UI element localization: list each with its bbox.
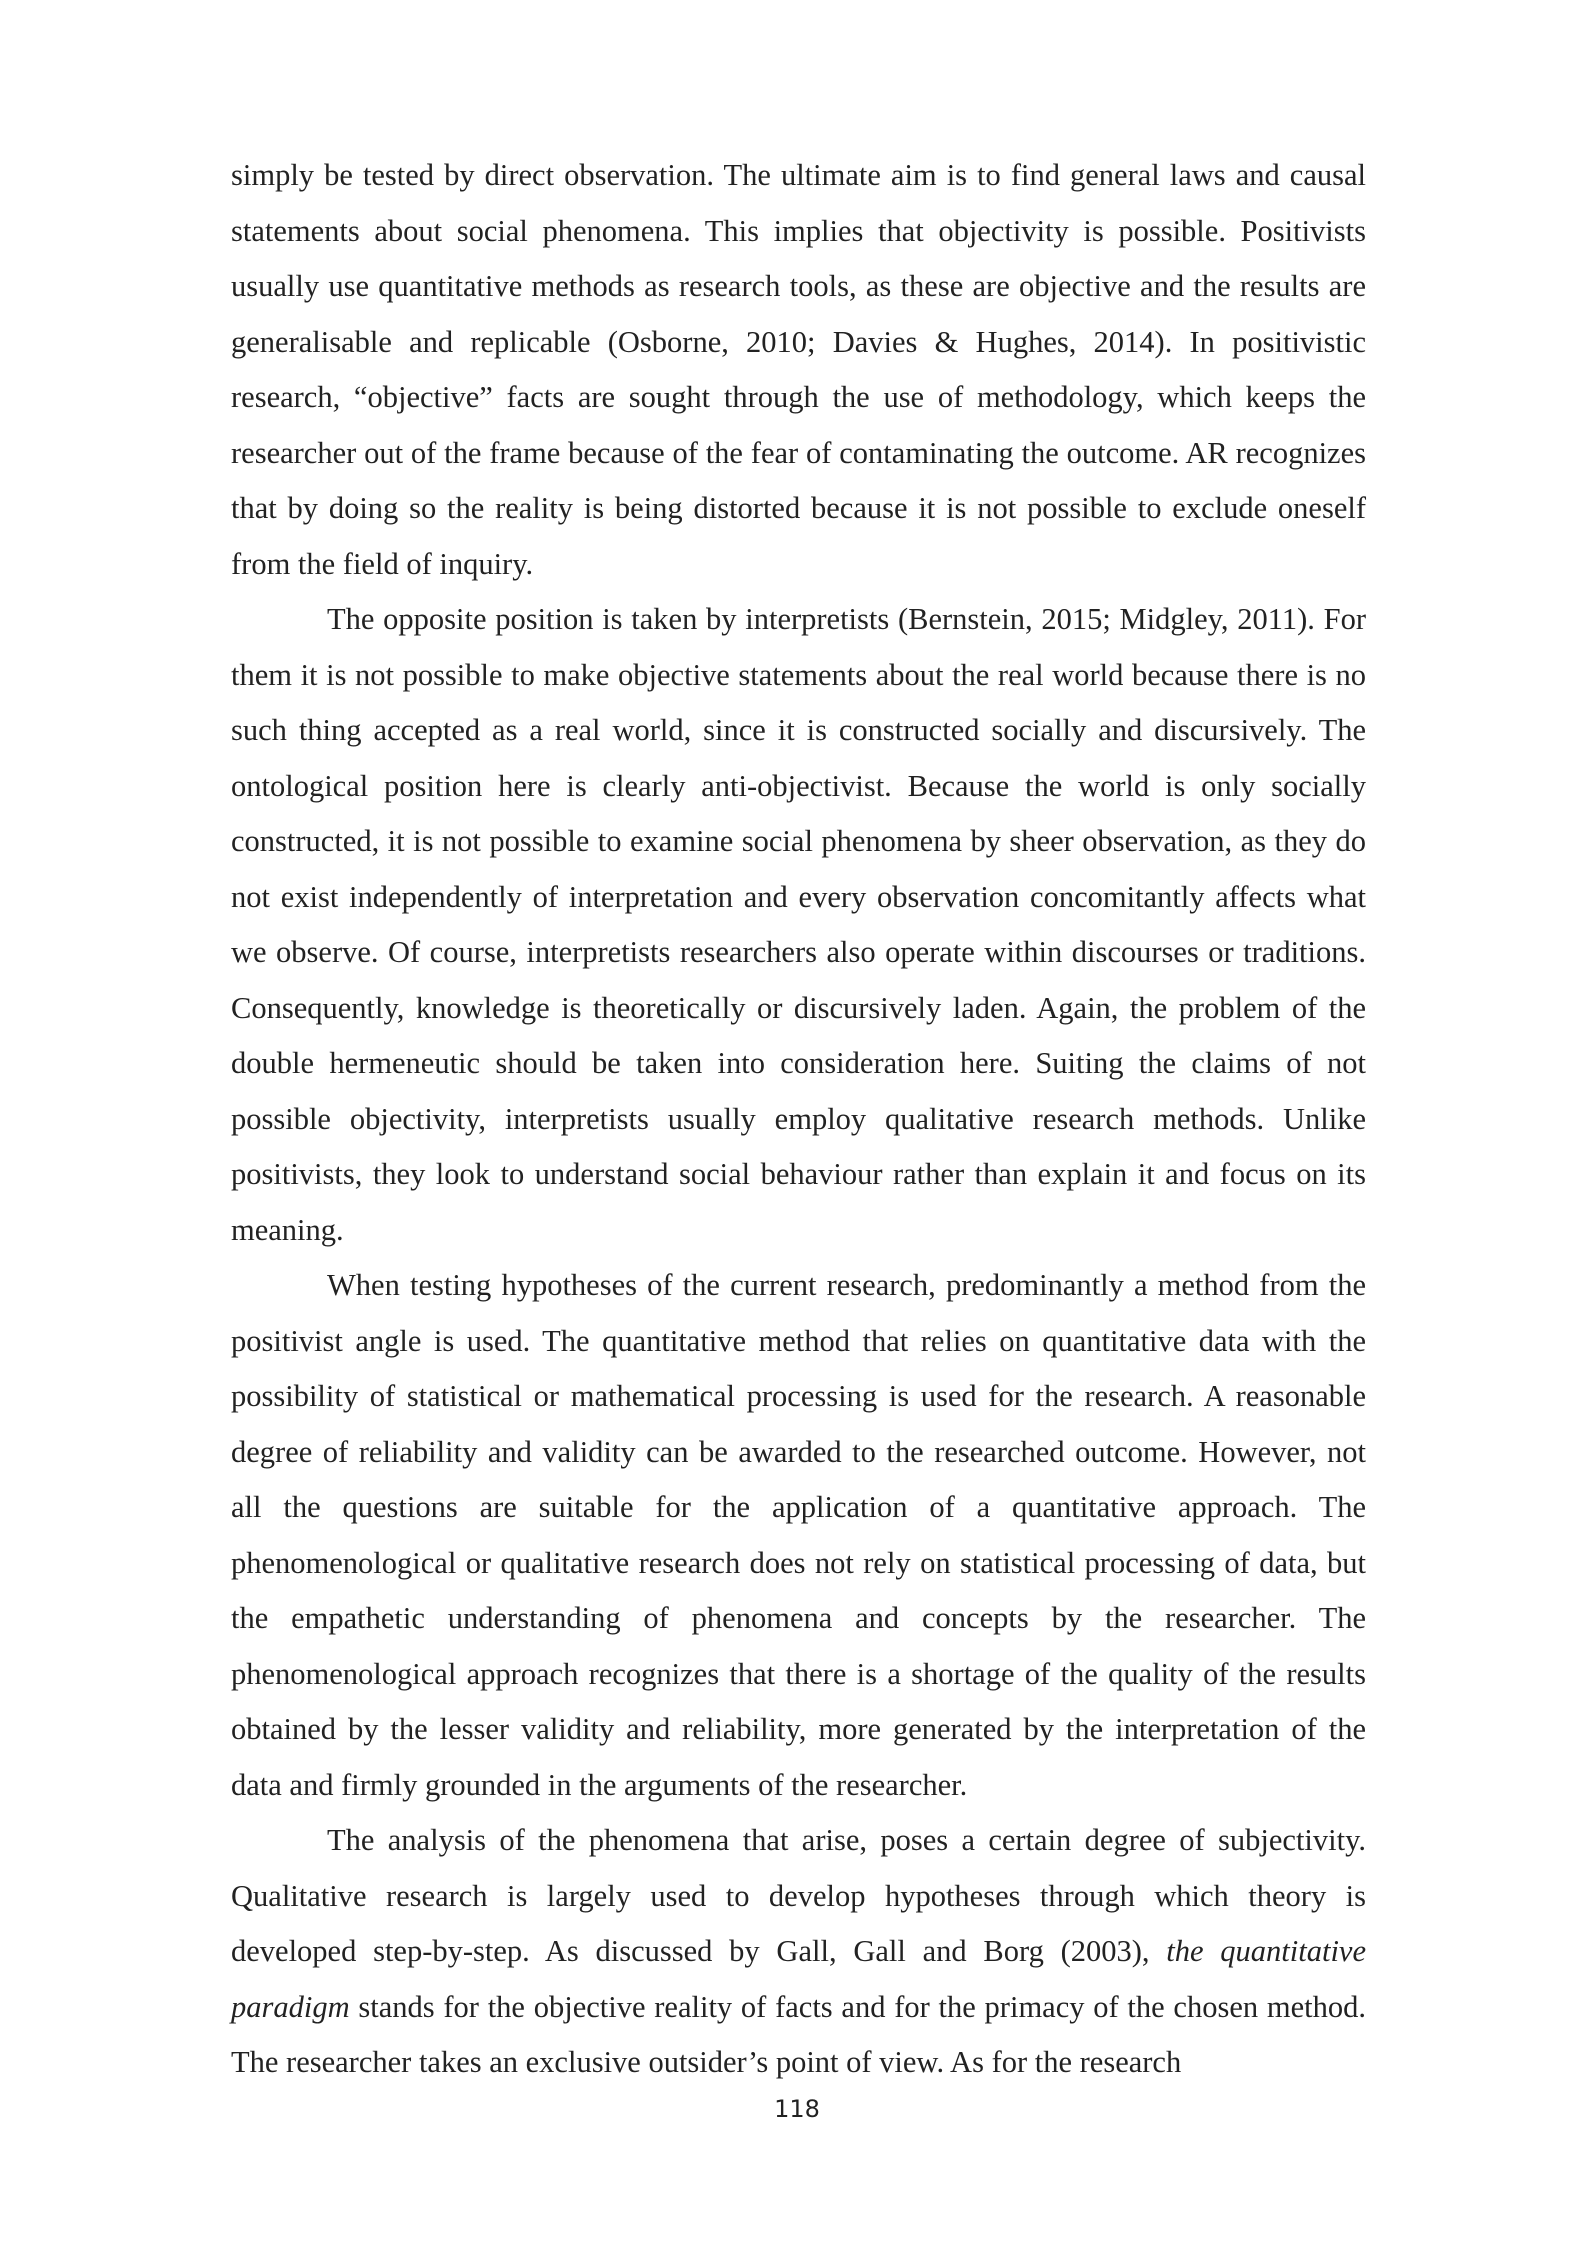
paragraph-3: [231, 1258, 1366, 1813]
paragraph-1-text: simply be tested by direct observation. The ultimate aim is to find general laws and causal statements about social phenomena. This implies that objectivity is possible. Positivists usually use quantitative methods as research tools, as these are objective and the results are generalisable and replicable (Osborne, 2010; Davies & Hughes, 2014). In positivistic research, “objective” facts are sought through the use of methodology, which keeps the researcher out of the frame because of the fear of contaminating the outcome. AR recognizes that by doing so the reality is being distorted because it is not possible to exclude oneself from the field of inquiry.: [231, 158, 1366, 581]
paragraph-2-text: The opposite position is taken by interpretists (Bernstein, 2015; Midgley, 2011). For them it is not possible to make objective statements about the real world because there is no such thing accepted as a real world, since it is constructed socially and discursively. The ontological position here is clearly anti-objectivist. Because the world is only socially constructed, it is not possible to examine social phenomena by sheer observation, as they do not exist independently of interpretation and every observation concomitantly affects what we observe. Of course, interpretists researchers also operate within discourses or traditions. Consequently, knowledge is theoretically or discursively laden. Again, the problem of the double hermeneutic should be taken into consideration here. Suiting the claims of not possible objectivity, interpretists usually employ qualitative research methods. Unlike positivists, they look to understand social behaviour rather than explain it and focus on its meaning.: [231, 602, 1366, 1247]
paragraph-4-italic-term: the quantitative paradigm: [231, 1934, 1366, 2024]
page-number: 118: [774, 2095, 820, 2123]
paragraph-1: [231, 148, 1366, 592]
paragraph-4-text-end: stands for the objective reality of facts and for the primacy of the chosen method. The researcher takes an exclusive outsider’s point of view. As for the research: [231, 1989, 1366, 2079]
paragraph-4-text-start: The analysis of the phenomena that arise, poses a certain degree of subjectivity. Qualitative research is largely used to develop hypotheses through which theory is developed step-by-step. As discussed by Gall, Gall and Borg (2003),: [231, 1823, 1366, 1968]
paragraph-2: [231, 592, 1366, 1258]
paragraph-4: [231, 1813, 1366, 2091]
body-text: [231, 148, 1366, 2091]
paragraph-3-text: When testing hypotheses of the current research, predominantly a method from the positivist angle is used. The quantitative method that relies on quantitative data with the possibility of statistical or mathematical processing is used for the research. A reasonable degree of reliability and validity can be awarded to the researched outcome. However, not all the questions are suitable for the application of a quantitative approach. The phenomenological or qualitative research does not rely on statistical processing of data, but the empathetic understanding of phenomena and concepts by the researcher. The phenomenological approach recognizes that there is a shortage of the quality of the results obtained by the lesser validity and reliability, more generated by the interpretation of the data and firmly grounded in the arguments of the researcher.: [231, 1268, 1366, 1802]
